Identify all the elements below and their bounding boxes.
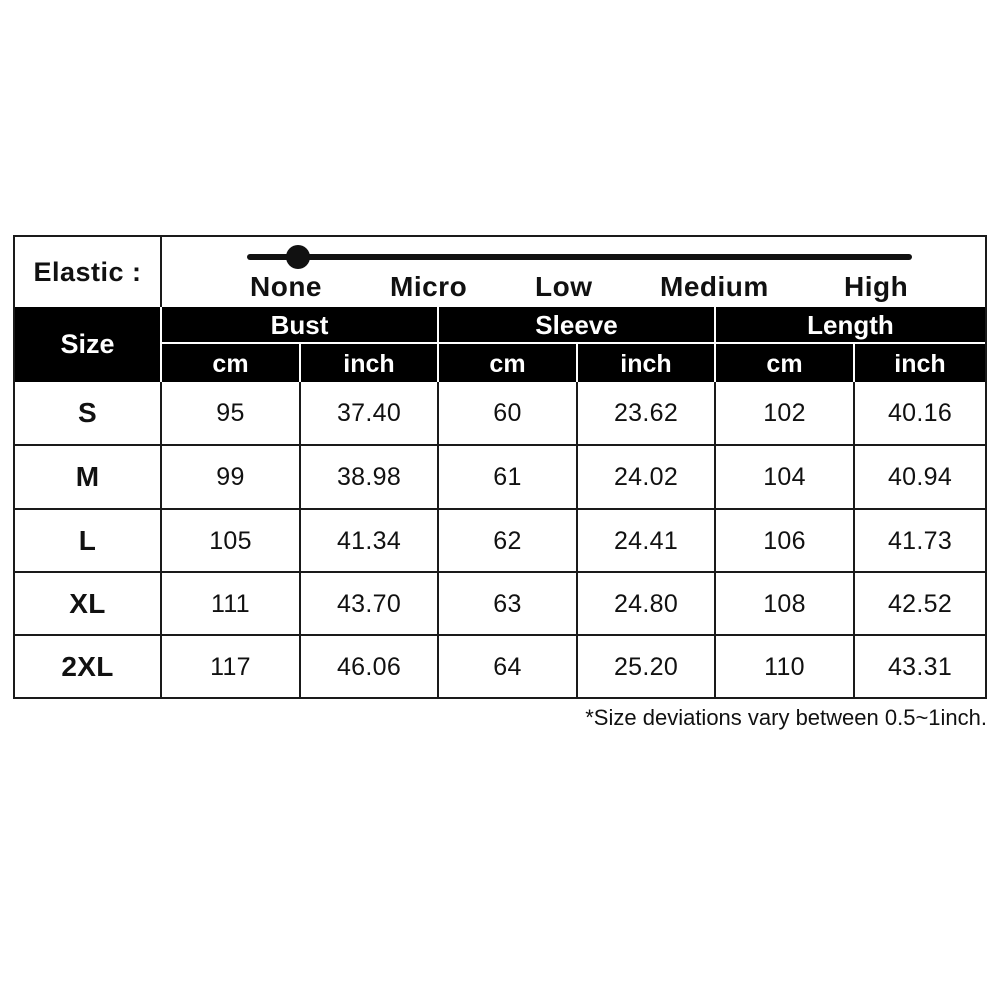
bust-cm-value: 111 — [211, 590, 250, 618]
length-inch-value: 40.94 — [887, 463, 953, 491]
size-table — [15, 307, 985, 697]
bust-inch-value: 38.98 — [336, 463, 402, 491]
group-header-length: Length — [716, 307, 985, 342]
elastic-label: Elastic : — [15, 237, 162, 307]
sleeve-inch-value: 23.62 — [613, 399, 679, 427]
elastic-option-low: Low — [535, 271, 593, 302]
bust-inch-value: 46.06 — [336, 653, 402, 681]
size-label: XL — [69, 588, 106, 619]
table-row-xl — [15, 571, 985, 635]
size-deviation-note: *Size deviations vary between 0.5~1inch. — [585, 705, 987, 730]
bust-cm-value: 99 — [216, 463, 245, 491]
bust-cm-value: 105 — [209, 527, 252, 555]
table-row-l — [15, 508, 985, 572]
sleeve-inch-value: 24.41 — [613, 527, 679, 555]
length-cm-value: 108 — [763, 590, 806, 618]
size-label: L — [78, 525, 97, 556]
unit-header-bust-cm: cm — [162, 344, 299, 382]
length-inch-value: 41.73 — [887, 527, 953, 555]
bust-cm-value: 117 — [210, 653, 251, 681]
length-cm-value: 102 — [763, 399, 806, 427]
bust-inch-value: 41.34 — [336, 527, 402, 555]
length-cm-value: 104 — [763, 463, 806, 491]
size-chart — [13, 235, 987, 699]
bust-cm-value: 95 — [216, 399, 245, 427]
length-inch-value: 40.16 — [887, 399, 953, 427]
elastic-scale-marker — [286, 245, 310, 269]
elastic-scale-line — [247, 254, 912, 260]
bust-inch-value: 37.40 — [336, 399, 402, 427]
elastic-row — [15, 237, 985, 307]
length-inch-value: 43.31 — [887, 653, 953, 681]
elastic-option-micro: Micro — [390, 271, 468, 302]
sleeve-cm-value: 61 — [493, 463, 522, 491]
sleeve-inch-value: 24.02 — [613, 463, 679, 491]
size-label: M — [75, 461, 100, 492]
sleeve-cm-value: 64 — [493, 653, 522, 681]
sleeve-inch-value: 25.20 — [613, 653, 679, 681]
bust-inch-value: 43.70 — [336, 590, 402, 618]
length-cm-value: 106 — [763, 527, 806, 555]
unit-header-sleeve-inch: inch — [578, 344, 714, 382]
elastic-option-none: None — [250, 271, 322, 302]
sleeve-cm-value: 62 — [493, 527, 522, 555]
elastic-option-high: High — [844, 271, 909, 302]
size-label: 2XL — [61, 651, 114, 682]
table-row-2xl — [15, 634, 985, 698]
size-label: S — [78, 397, 97, 428]
size-column-header: Size — [15, 307, 160, 382]
sleeve-inch-value: 24.80 — [613, 590, 679, 618]
length-cm-value: 110 — [764, 653, 805, 681]
group-header-sleeve: Sleeve — [439, 307, 714, 342]
table-row-s — [15, 382, 985, 444]
unit-header-length-inch: inch — [855, 344, 985, 382]
table-row-m — [15, 444, 985, 508]
length-inch-value: 42.52 — [887, 590, 953, 618]
unit-header-sleeve-cm: cm — [439, 344, 576, 382]
unit-header-length-cm: cm — [716, 344, 853, 382]
group-header-bust: Bust — [162, 307, 437, 342]
sleeve-cm-value: 60 — [493, 399, 522, 427]
unit-header-bust-inch: inch — [301, 344, 437, 382]
sleeve-cm-value: 63 — [493, 590, 522, 618]
elastic-option-medium: Medium — [660, 271, 769, 302]
